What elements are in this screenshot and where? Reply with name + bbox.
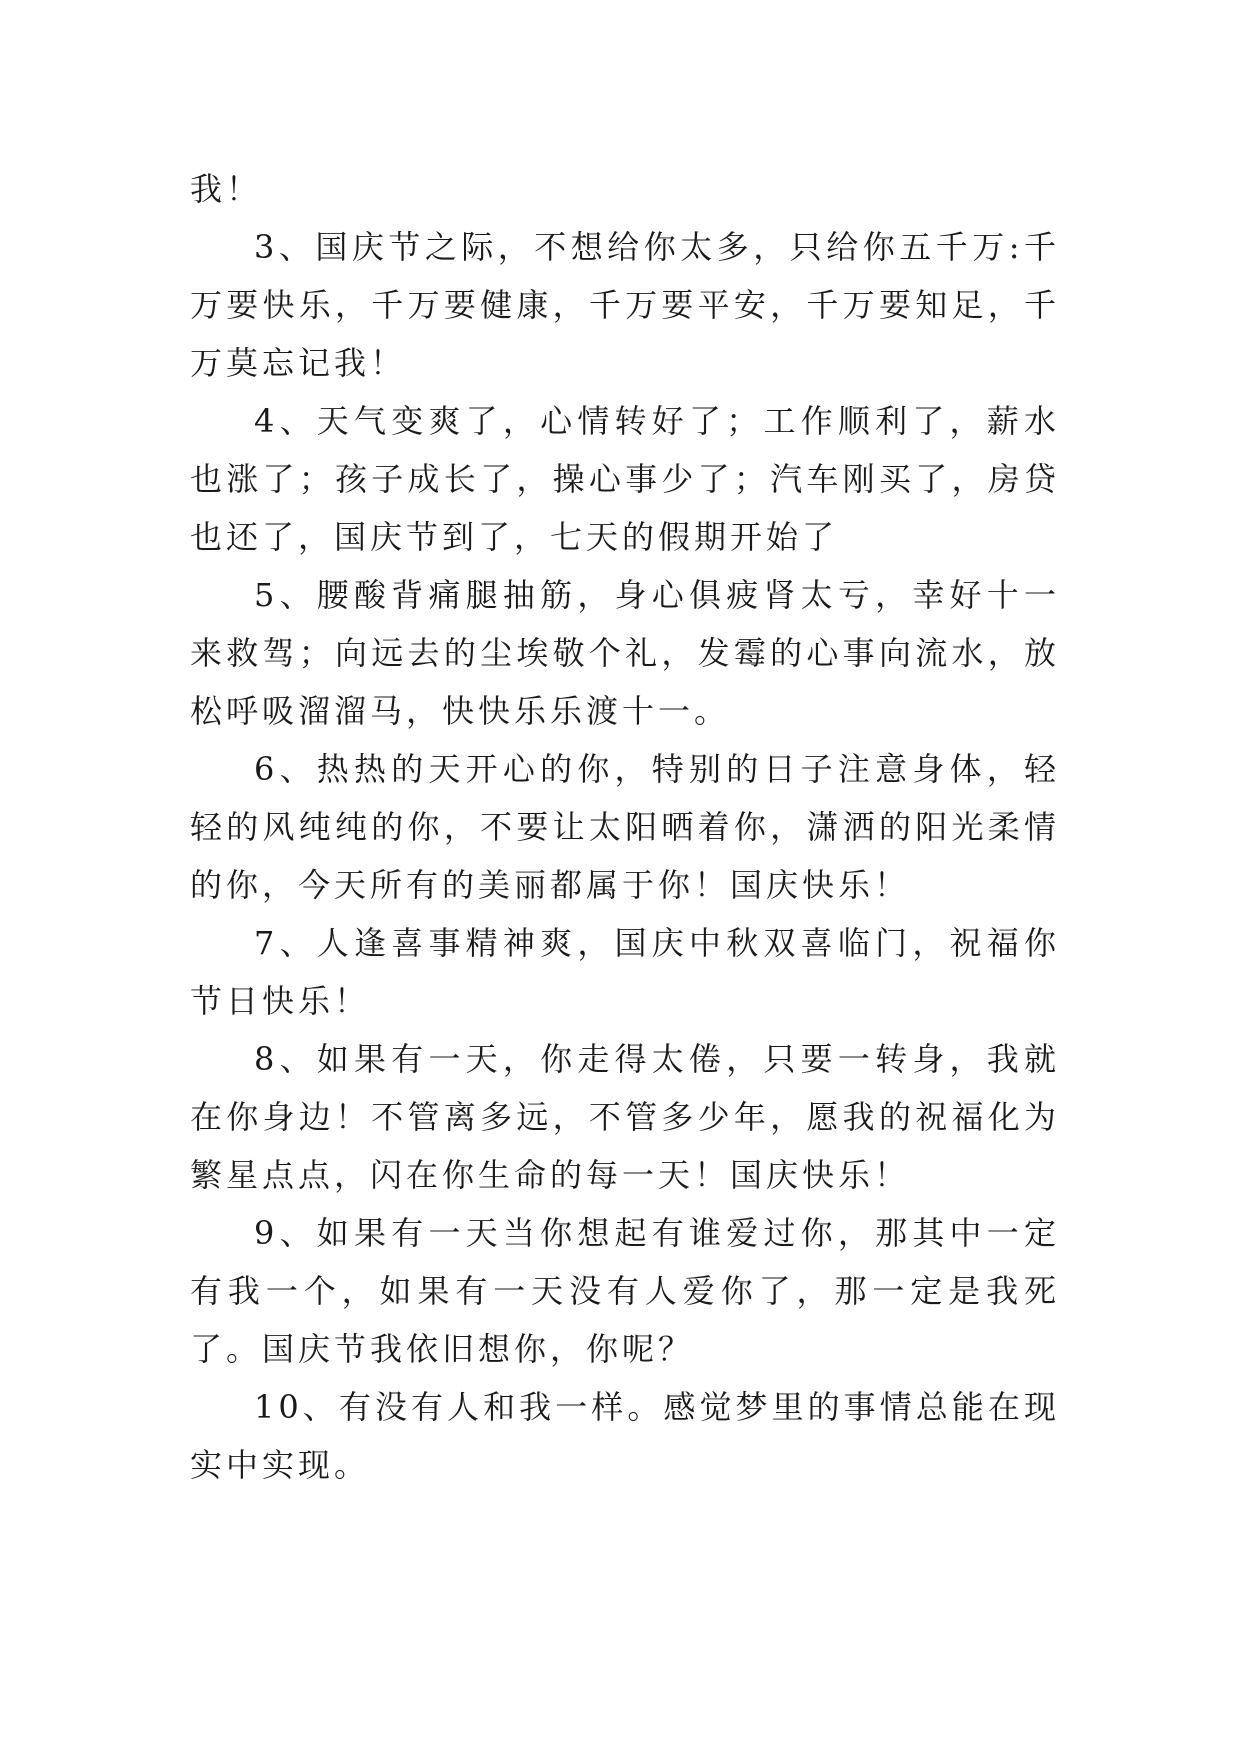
- document-body: [190, 160, 1060, 1494]
- paragraph-item-3: 3、国庆节之际，不想给你太多，只给你五千万:千万要快乐，千万要健康，千万要平安，千万要知足，千万莫忘记我！: [190, 228, 1060, 382]
- paragraph-item-5: 5、腰酸背痛腿抽筋，身心俱疲肾太亏，幸好十一来救驾；向远去的尘埃敬个礼，发霉的心事向流水，放松呼吸溜溜马，快快乐乐渡十一。: [190, 576, 1060, 730]
- paragraph-item-8: 8、如果有一天，你走得太倦，只要一转身，我就在你身边！不管离多远，不管多少年，愿我的祝福化为繁星点点，闪在你生命的每一天！国庆快乐！: [190, 1040, 1060, 1194]
- paragraph-item-4: 4、天气变爽了，心情转好了；工作顺利了，薪水也涨了；孩子成长了，操心事少了；汽车刚买了，房贷也还了，国庆节到了，七天的假期开始了: [190, 402, 1060, 556]
- paragraph-item-9: 9、如果有一天当你想起有谁爱过你，那其中一定有我一个，如果有一天没有人爱你了，那一定是我死了。国庆节我依旧想你，你呢？: [190, 1214, 1060, 1368]
- paragraph-item-7: 7、人逢喜事精神爽，国庆中秋双喜临门，祝福你节日快乐！: [190, 924, 1060, 1020]
- paragraph-continuation: 我！: [190, 170, 263, 208]
- paragraph-item-6: 6、热热的天开心的你，特别的日子注意身体，轻轻的风纯纯的你，不要让太阳晒着你，潇洒的阳光柔情的你，今天所有的美丽都属于你！国庆快乐！: [190, 750, 1060, 904]
- paragraph-item-10: 10、有没有人和我一样。感觉梦里的事情总能在现实中实现。: [190, 1388, 1060, 1484]
